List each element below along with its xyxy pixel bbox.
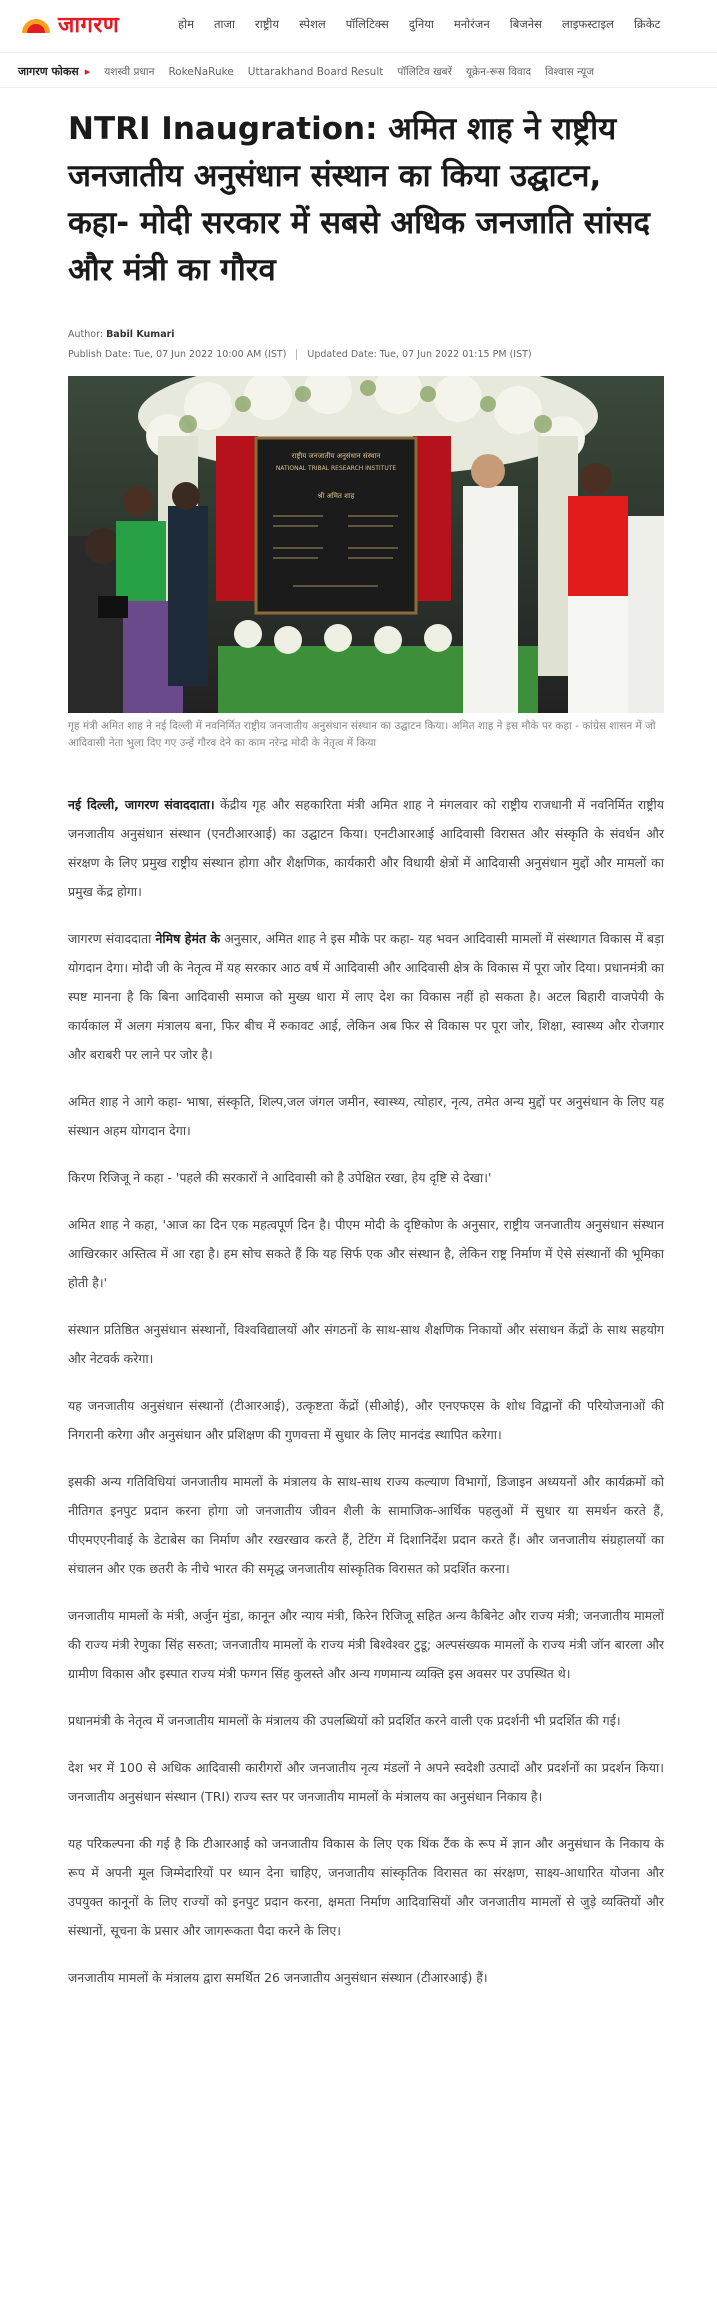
nav-item-special[interactable]: स्पेशल bbox=[299, 17, 326, 31]
reporter-name: नेमिष हेमंत के bbox=[155, 931, 221, 946]
nav-item-latest[interactable]: ताजा bbox=[213, 17, 236, 31]
article-paragraph bbox=[68, 790, 664, 906]
publish-date: Publish Date: Tue, 07 Jun 2022 10:00 AM (IST) bbox=[68, 349, 287, 360]
nav-item-politics[interactable]: पॉलिटिक्स bbox=[345, 17, 389, 31]
nav-item-cricket[interactable]: क्रिकेट bbox=[633, 17, 661, 31]
nav-item-lifestyle[interactable]: लाइफस्टाइल bbox=[561, 17, 614, 31]
main-menu bbox=[178, 17, 660, 32]
article-paragraph: यह परिकल्पना की गई है कि टीआरआई को जनजातीय विकास के लिए एक थिंक टैंक के रूप में ज्ञान और अनुसंधान के निकाय के रूप में अपनी मूल जिम्मेदारियों पर ध्यान देना चाहिए, जनजातीय सांस्कृतिक विरासत का संरक्षण, साक्ष्य-आधारित योजना और उपयुक्त कानूनों के लिए राज्यों को इनपुट प्रदान करना, क्षमता निर्माण आदिवासियों और जनजातीय मामलों से जुड़े व्यक्तियों और संस्थानों, सूचना के प्रसार और जागरूकता पैदा करने के लिए। bbox=[68, 1836, 664, 1938]
article-paragraph: अमित शाह ने आगे कहा- भाषा, संस्कृति, शिल्प,जल जंगल जमीन, स्वास्थ्य, त्योहार, नृत्य, तमेत अन्य मुद्दों पर अनुसंधान के लिए यह संस्थान अहम योगदान देगा। bbox=[68, 1094, 664, 1138]
author-name[interactable]: Babil Kumari bbox=[106, 329, 175, 340]
trending-link[interactable]: यशस्वी प्रधान bbox=[104, 65, 155, 78]
site-logo-text: जागरण bbox=[58, 13, 120, 38]
plaque-name: श्री अमित शाह bbox=[317, 492, 355, 500]
date-line bbox=[68, 345, 532, 365]
article-paragraph: यह जनजातीय अनुसंधान संस्थानों (टीआरआई), उत्कृष्टता केंद्रों (सीओई), और एनएफएस के शोध विद्वानों की परियोजनाओं की निगरानी करेगा और अनुसंधान और प्रशिक्षण की गुणवत्ता में सुधार के लिए मानदंड स्थापित करेगा। bbox=[68, 1398, 664, 1442]
top-navbar bbox=[0, 0, 717, 53]
article-paragraph: देश भर में 100 से अधिक आदिवासी कारीगरों और जनजातीय नृत्य मंडलों ने अपने स्वदेशी उत्पादों और प्रदर्शनों का प्रदर्शन किया। जनजातीय अनुसंधान संस्थान (TRI) राज्य स्तर पर जनजातीय मामलों के मंत्रालय का अनुसंधान निकाय है। bbox=[68, 1760, 664, 1804]
author-label: Author: bbox=[68, 329, 104, 340]
nav-item-home[interactable]: होम bbox=[178, 17, 194, 31]
plaque-title: राष्ट्रीय जनजातीय अनुसंधान संस्थान bbox=[291, 452, 381, 460]
article-paragraph: प्रधानमंत्री के नेतृत्व में जनजातीय मामलों के मंत्रालय की उपलब्धियों को प्रदर्शित करने वाली एक प्रदर्शनी भी प्रदर्शित की गई। bbox=[68, 1713, 621, 1728]
paragraph-text: जागरण संवाददाता bbox=[68, 931, 156, 946]
nav-item-national[interactable]: राष्ट्रीय bbox=[255, 17, 280, 31]
paragraph-text: अनुसार, अमित शाह ने इस मौके पर कहा- यह भवन आदिवासी मामलों में संस्थागत विकास में बड़ा योगदान देगा। मोदी जी के नेतृत्व में यह सरकार आठ वर्ष में आदिवासी और आदिवासी क्षेत्र के विकास में पूरा जोर दिया। प्रधानमंत्री का स्पष्ट मानना है कि बिना आदिवासी समाज को मुख्य धारा में लाए देश का विकास नहीं हो सकता है। अटल बिहारी वाजपेयी के कार्यकाल में अलग मंत्रालय बना, फिर बीच में रुकावट आई, लेकिन अब फिर से विकास पर पूरा जोर, शिक्षा, स्वास्थ्य और रोजगार और बराबरी पर लाने पर जोर है। bbox=[68, 931, 664, 1062]
trending-link[interactable]: विश्वास न्यूज bbox=[545, 65, 595, 78]
updated-date: Updated Date: Tue, 07 Jun 2022 01:15 PM (IST) bbox=[307, 349, 532, 360]
author-line bbox=[68, 325, 532, 345]
article-paragraph: इसकी अन्य गतिविधियां जनजातीय मामलों के मंत्रालय के साथ-साथ राज्य कल्याण विभागों, डिजाइन अध्ययनों और कार्यक्रमों को नीतिगत इनपुट प्रदान करना होगा जो जनजातीय जीवन शैली के सामाजिक-आर्थिक पहलुओं में सुधार या समर्थन करते हैं, पीएमएएनीवाई के डेटाबेस का निर्माण और रखरखाव करते हैं, टेटिंग में दिशानिर्देश प्रदान करते हैं। और जनजातीय संग्रहालयों का संचालन और एक छतरी के नीचे भारत की समृद्ध जनजातीय सांस्कृतिक विरासत को प्रदर्शित करना। bbox=[68, 1474, 664, 1576]
article-meta bbox=[68, 325, 532, 365]
chevron-right-icon: ▸ bbox=[84, 65, 91, 78]
trending-link[interactable]: पॉलिटिव खबरें bbox=[397, 65, 452, 78]
article-paragraph: किरण रिजिजू ने कहा - 'पहले की सरकारों ने आदिवासी को है उपेक्षित रखा, हेय दृष्टि से देखा।' bbox=[68, 1170, 492, 1185]
plaque-subtitle: NATIONAL TRIBAL RESEARCH INSTITUTE bbox=[275, 465, 397, 472]
article-title: NTRI Inaugration: अमित शाह ने राष्ट्रीय जनजातीय अनुसंधान संस्थान का किया उद्घाटन, कहा- मोदी सरकार में सबसे अधिक जनजाति सांसद और मंत्री का गौरव bbox=[68, 111, 650, 288]
inauguration-photo bbox=[68, 376, 664, 713]
article-paragraph: जनजातीय मामलों के मंत्रालय द्वारा समर्थित 26 जनजातीय अनुसंधान संस्थान (टीआरआई) हैं। bbox=[68, 1970, 488, 1985]
sun-logo-icon bbox=[18, 14, 54, 34]
article-paragraph: जनजातीय मामलों के मंत्री, अर्जुन मुंडा, कानून और न्याय मंत्री, किरेन रिजिजू सहित अन्य कैबिनेट और राज्य मंत्री; जनजातीय मामलों की राज्य मंत्री रेणुका सिंह सरुता; जनजातीय मामलों के राज्य मंत्री बिश्वेश्वर टुडू; अल्पसंख्यक मामलों के राज्य मंत्री जॉन बारला और ग्रामीण विकास और इस्पात राज्य मंत्री फग्गन सिंह कुलस्ते और अन्य गणमान्य व्यक्ति इस अवसर पर उपस्थित थे। bbox=[68, 1608, 664, 1681]
article-paragraph: अमित शाह ने कहा, 'आज का दिन एक महत्वपूर्ण दिन है। पीएम मोदी के दृष्टिकोण के अनुसार, राष्ट्रीय जनजातीय अनुसंधान संस्थान आखिरकार अस्तित्व में आ रहा है। हम सोच सकते हैं कि यह सिर्फ एक और संस्थान है, लेकिन राष्ट्र निर्माण में ऐसे संस्थानों की भूमिका होती है।' bbox=[68, 1217, 664, 1290]
article-lead-image bbox=[68, 376, 664, 713]
trending-label: जागरण फोकस bbox=[18, 65, 79, 78]
paragraph-text: केंद्रीय गृह और सहकारिता मंत्री अमित शाह ने मंगलवार को राष्ट्रीय राजधानी में नवनिर्मित राष्ट्रीय जनजातीय अनुसंधान संस्थान (एनटीआरआई) का उद्घाटन किया। एनटीआरआई आदिवासी विरासत और संस्कृति के संवर्धन और संरक्षण के लिए प्रमुख राष्ट्रीय संस्थान होगा और शैक्षणिक, कार्यकारी और विधायी क्षेत्रों में आदिवासी अनुसंधान मुद्दों और मामलों का प्रमुख केंद्र होगा। bbox=[68, 797, 664, 899]
trending-bar bbox=[0, 57, 717, 88]
image-caption: गृह मंत्री अमित शाह ने नई दिल्ली में नवनिर्मित राष्ट्रीय जनजातीय अनुसंधान संस्थान का उद्घाटन किया। अमित शाह ने इस मौके पर कहा - कांग्रेस शासन में जो आदिवासी नेता भुला दिए गए उन्हें गौरव देने का काम नरेन्द्र मोदी के नेतृत्व में किया bbox=[68, 720, 656, 749]
nav-item-entertainment[interactable]: मनोरंजन bbox=[453, 17, 490, 31]
nav-item-business[interactable]: बिजनेस bbox=[509, 17, 542, 31]
trending-link[interactable]: Uttarakhand Board Result bbox=[247, 65, 384, 78]
site-logo[interactable] bbox=[18, 11, 119, 37]
trending-link[interactable]: RokeNaRuke bbox=[168, 65, 234, 78]
article-body bbox=[68, 790, 664, 2010]
trending-link[interactable]: यूक्रेन-रूस विवाद bbox=[465, 65, 532, 78]
article-paragraph: संस्थान प्रतिष्ठित अनुसंधान संस्थानों, विश्वविद्यालयों और संगठनों के साथ-साथ शैक्षणिक निकायों और संसाधन केंद्रों के साथ सहयोग और नेटवर्क करेगा। bbox=[68, 1322, 664, 1366]
article-paragraph bbox=[68, 924, 664, 1069]
dateline: नई दिल्ली, जागरण संवाददाता। bbox=[68, 797, 215, 812]
nav-item-world[interactable]: दुनिया bbox=[408, 17, 434, 31]
